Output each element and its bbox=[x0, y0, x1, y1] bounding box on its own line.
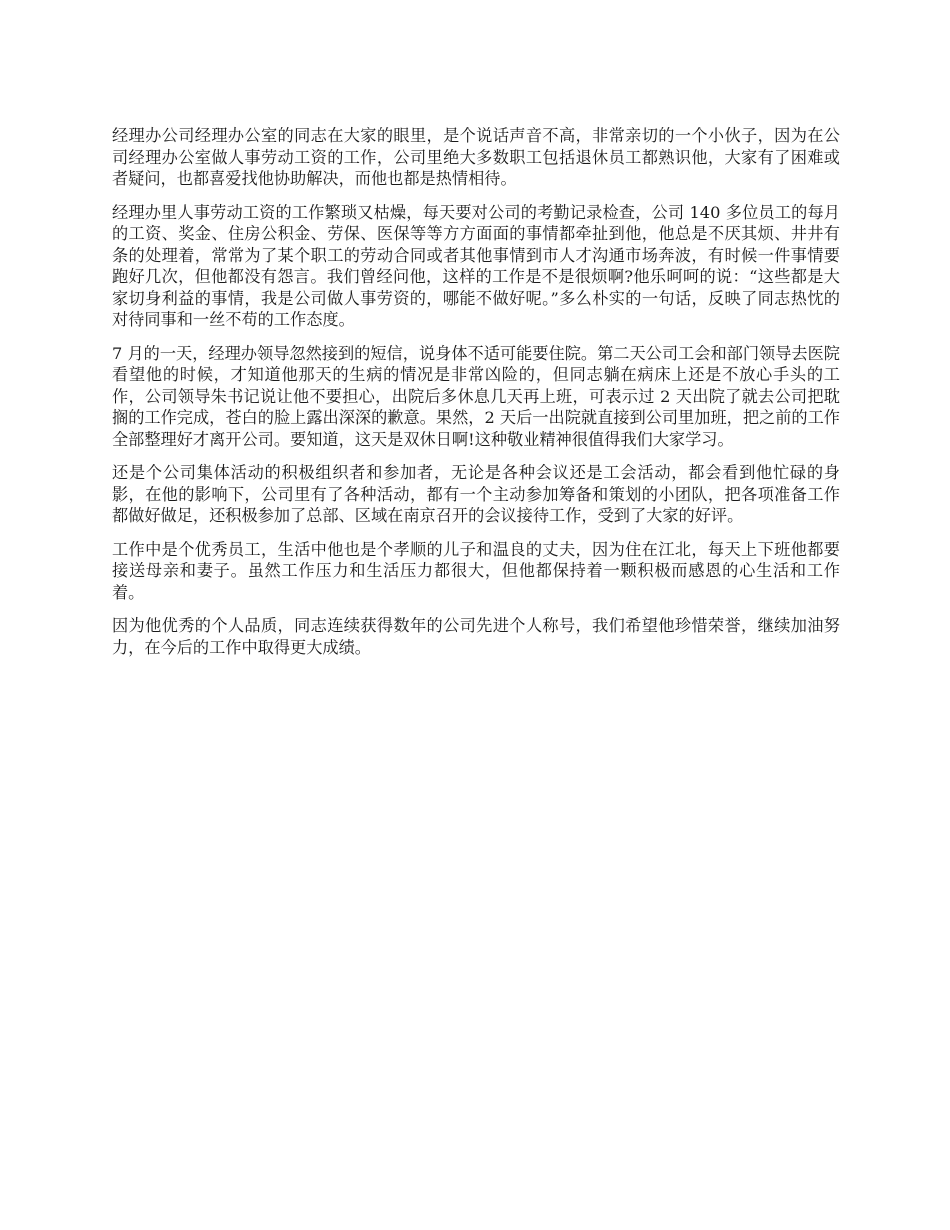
paragraph-1: 经理办公司经理办公室的同志在大家的眼里，是个说话声音不高，非常亲切的一个小伙子，因为在公司经理办公室做人事劳动工资的工作，公司里绝大多数职工包括退休员工都熟识他，大家有了困难或者疑问，也都喜爱找他协助解决，而他也都是热情相待。 bbox=[112, 126, 840, 188]
paragraph-6: 因为他优秀的个人品质，同志连续获得数年的公司先进个人称号，我们希望他珍惜荣誉，继续加油努力，在今后的工作中取得更大成绩。 bbox=[112, 616, 840, 657]
paragraph-2: 经理办里人事劳动工资的工作繁琐又枯燥，每天要对公司的考勤记录检查，公司 140 多位员工的每月的工资、奖金、住房公积金、劳保、医保等等方方面面的事情都牵扯到他，他总是不厌其烦、井井有条的处理着，常常为了某个职工的劳动合同或者其他事情到市人才沟通市场奔波，有时候一件事情要跑好几次，但他都没有怨言。我们曾经问他，这样的工作是不是很烦啊?他乐呵呵的说：“这些都是大家切身利益的事情，我是公司做人事劳资的，哪能不做好呢。”多么朴实的一句话，反映了同志热忱的对待同事和一丝不苟的工作态度。 bbox=[112, 202, 840, 329]
paragraph-5: 工作中是个优秀员工，生活中他也是个孝顺的儿子和温良的丈夫，因为住在江北，每天上下班他都要接送母亲和妻子。虽然工作压力和生活压力都很大，但他都保持着一颗积极而感恩的心生活和工作着。 bbox=[112, 539, 840, 602]
paragraph-4: 还是个公司集体活动的积极组织者和参加者，无论是各种会议还是工会活动，都会看到他忙碌的身影，在他的影响下，公司里有了各种活动，都有一个主动参加筹备和策划的小团队，把各项准备工作都做好做足，还积极参加了总部、区域在南京召开的会议接待工作，受到了大家的好评。 bbox=[112, 463, 840, 525]
paragraph-3: 7 月的一天，经理办领导忽然接到的短信，说身体不适可能要住院。第二天公司工会和部门领导去医院看望他的时候，才知道他那天的生病的情况是非常凶险的，但同志躺在病床上还是不放心手头的工作，公司领导朱书记说让他不要担心，出院后多休息几天再上班，可表示过 2 天出院了就去公司把耽搁的工作完成，苍白的脸上露出深深的歉意。果然，2 天后一出院就直接到公司里加班，把之前的工作全部整理好才离开公司。要知道，这天是双休日啊!这种敬业精神很值得我们大家学习。 bbox=[112, 343, 840, 449]
document-page bbox=[112, 125, 840, 670]
